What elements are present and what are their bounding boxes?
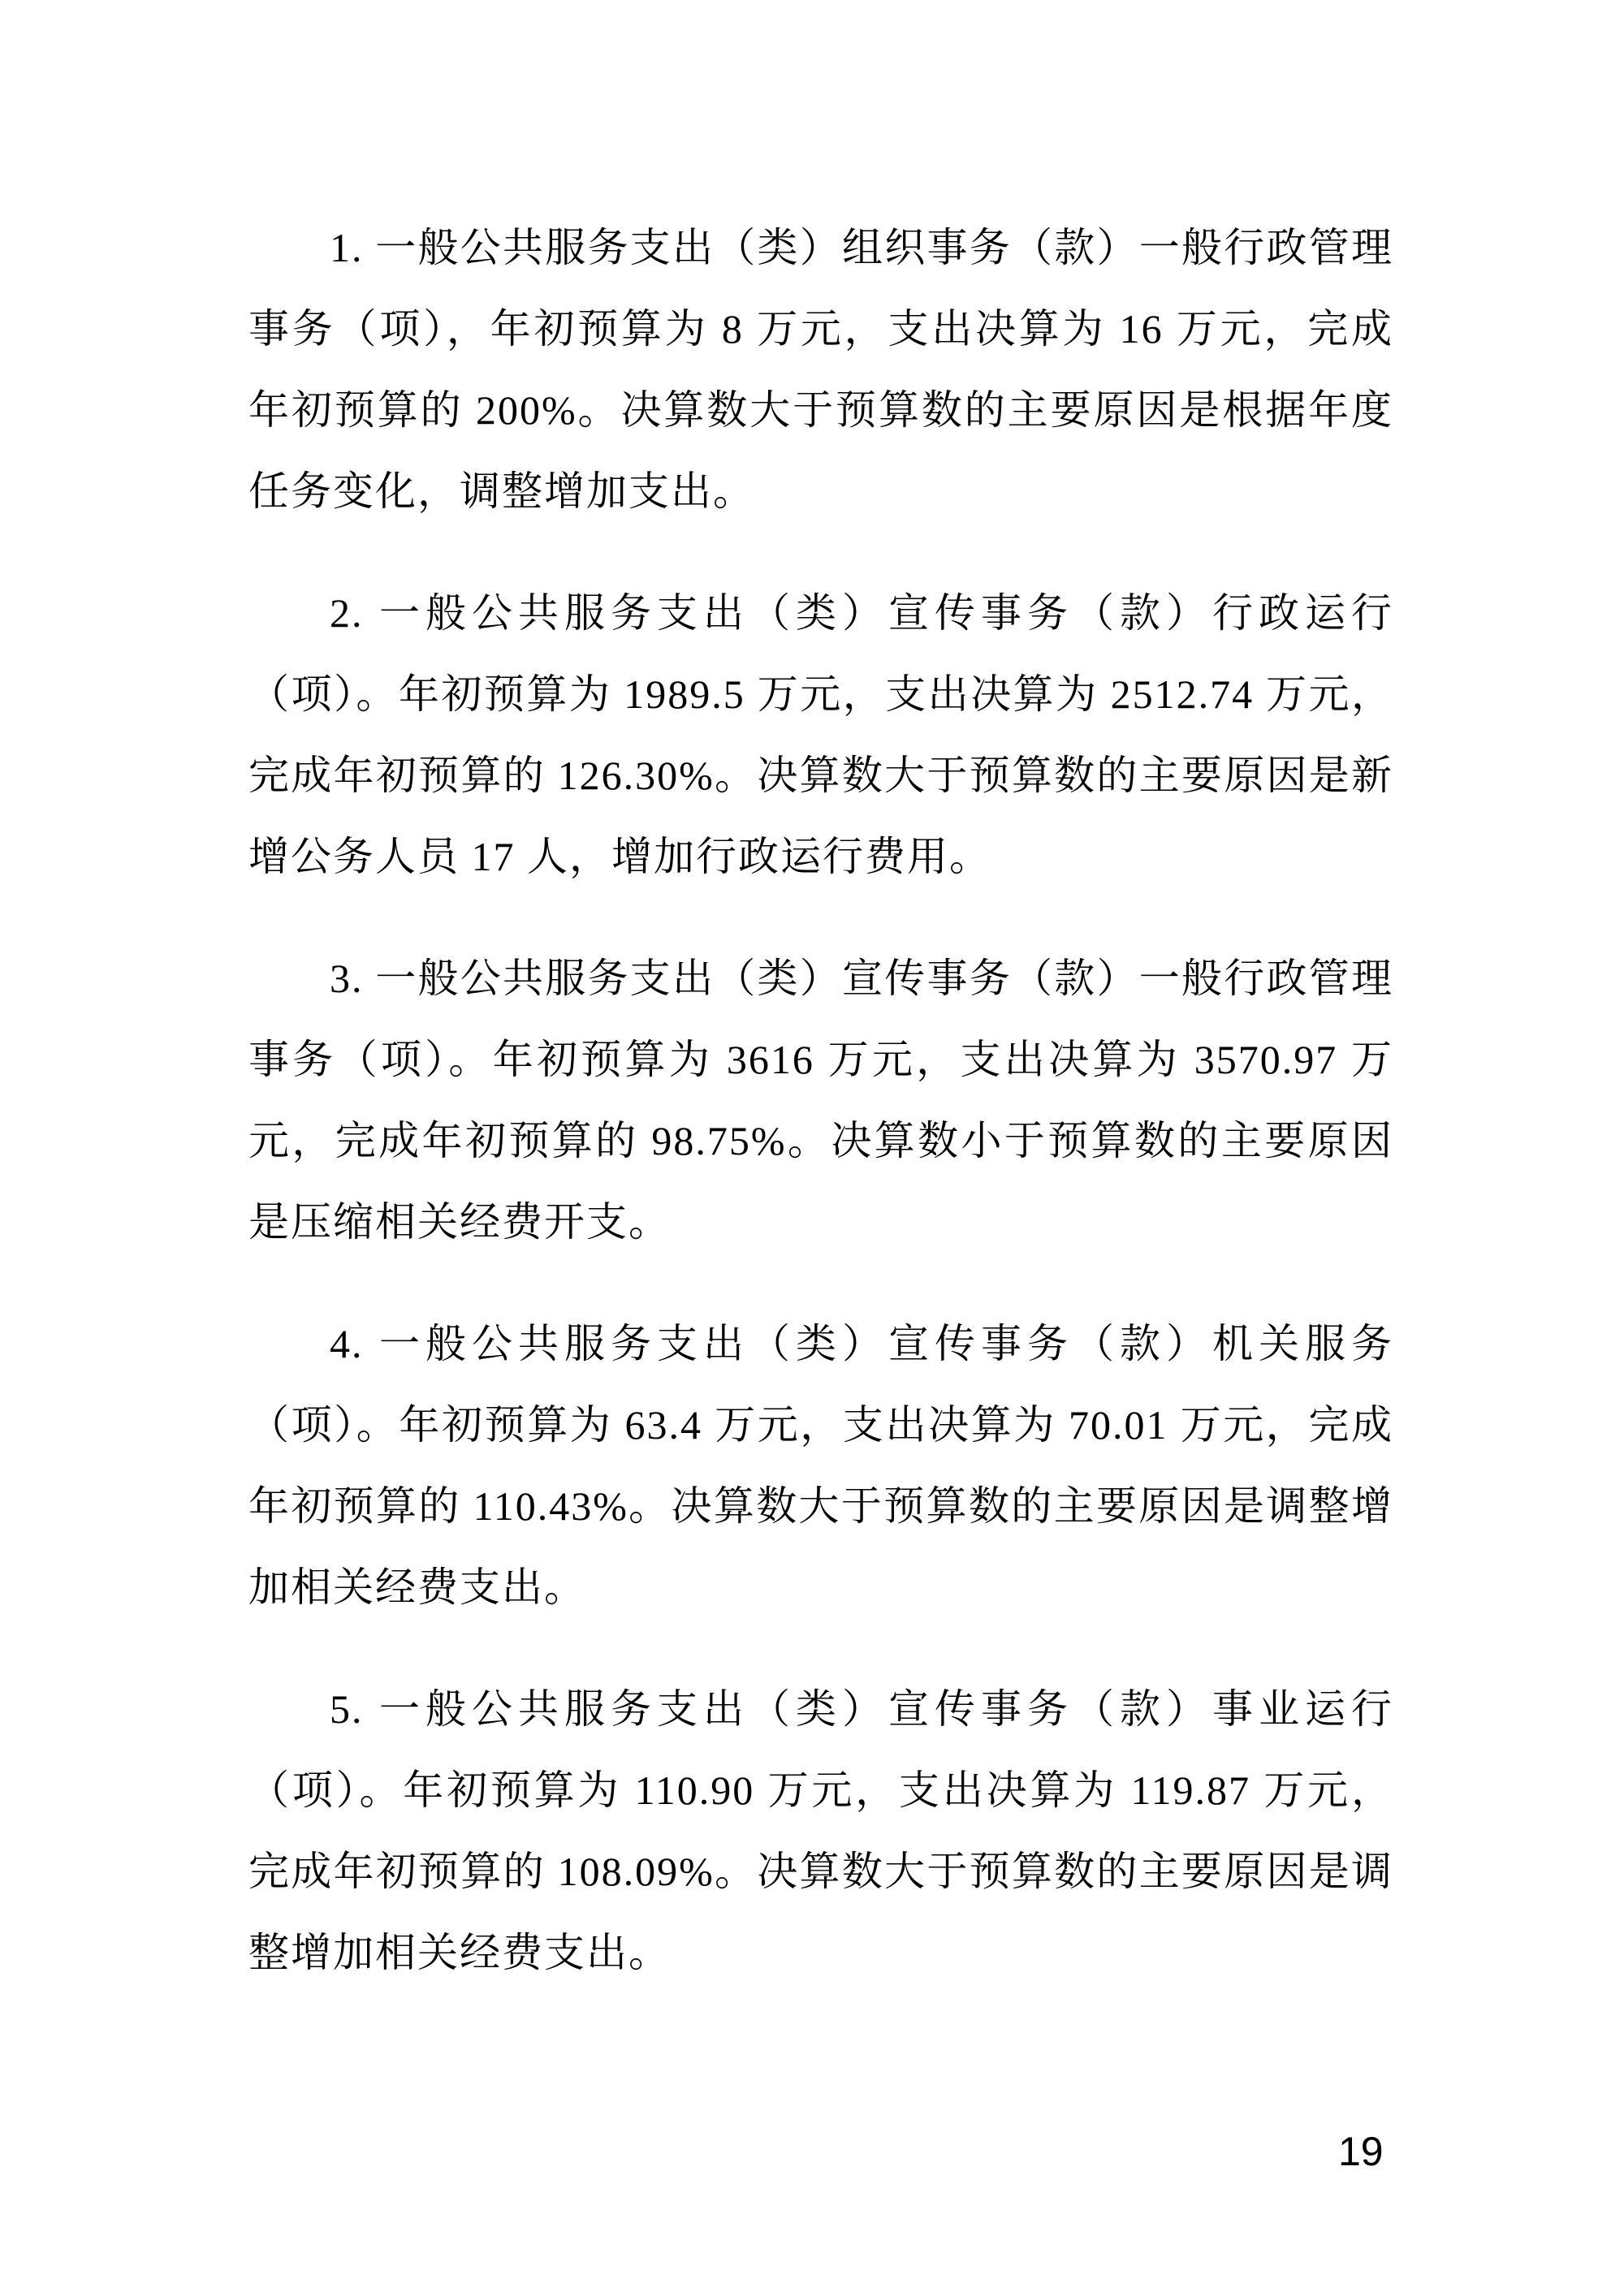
document-body <box>248 207 1393 2034</box>
body-paragraph-5: 5. 一般公共服务支出（类）宣传事务（款）事业运行（项）。年初预算为 110.90 万元，支出决算为 119.87 万元，完成年初预算的 108.09%。决算数大于预算数的主要原因是调整增加相关经费支出。 <box>248 1686 1393 1975</box>
body-paragraph-3: 3. 一般公共服务支出（类）宣传事务（款）一般行政管理事务（项）。年初预算为 3616 万元，支出决算为 3570.97 万元，完成年初预算的 98.75%。决算数小于预算数的主要原因是压缩相关经费开支。 <box>248 956 1393 1245</box>
body-paragraph-4: 4. 一般公共服务支出（类）宣传事务（款）机关服务（项）。年初预算为 63.4 万元，支出决算为 70.01 万元，完成年初预算的 110.43%。决算数大于预算数的主要原因是调整增加相关经费支出。 <box>248 1321 1393 1610</box>
body-paragraph-2: 2. 一般公共服务支出（类）宣传事务（款）行政运行（项）。年初预算为 1989.5 万元，支出决算为 2512.74 万元，完成年初预算的 126.30%。决算数大于预算数的主要原因是新增公务人员 17 人，增加行政运行费用。 <box>248 590 1393 879</box>
page-number: 19 <box>1338 2129 1384 2174</box>
body-paragraph-1: 1. 一般公共服务支出（类）组织事务（款）一般行政管理事务（项），年初预算为 8 万元，支出决算为 16 万元，完成年初预算的 200%。决算数大于预算数的主要原因是根据年度任务变化，调整增加支出。 <box>248 225 1393 514</box>
